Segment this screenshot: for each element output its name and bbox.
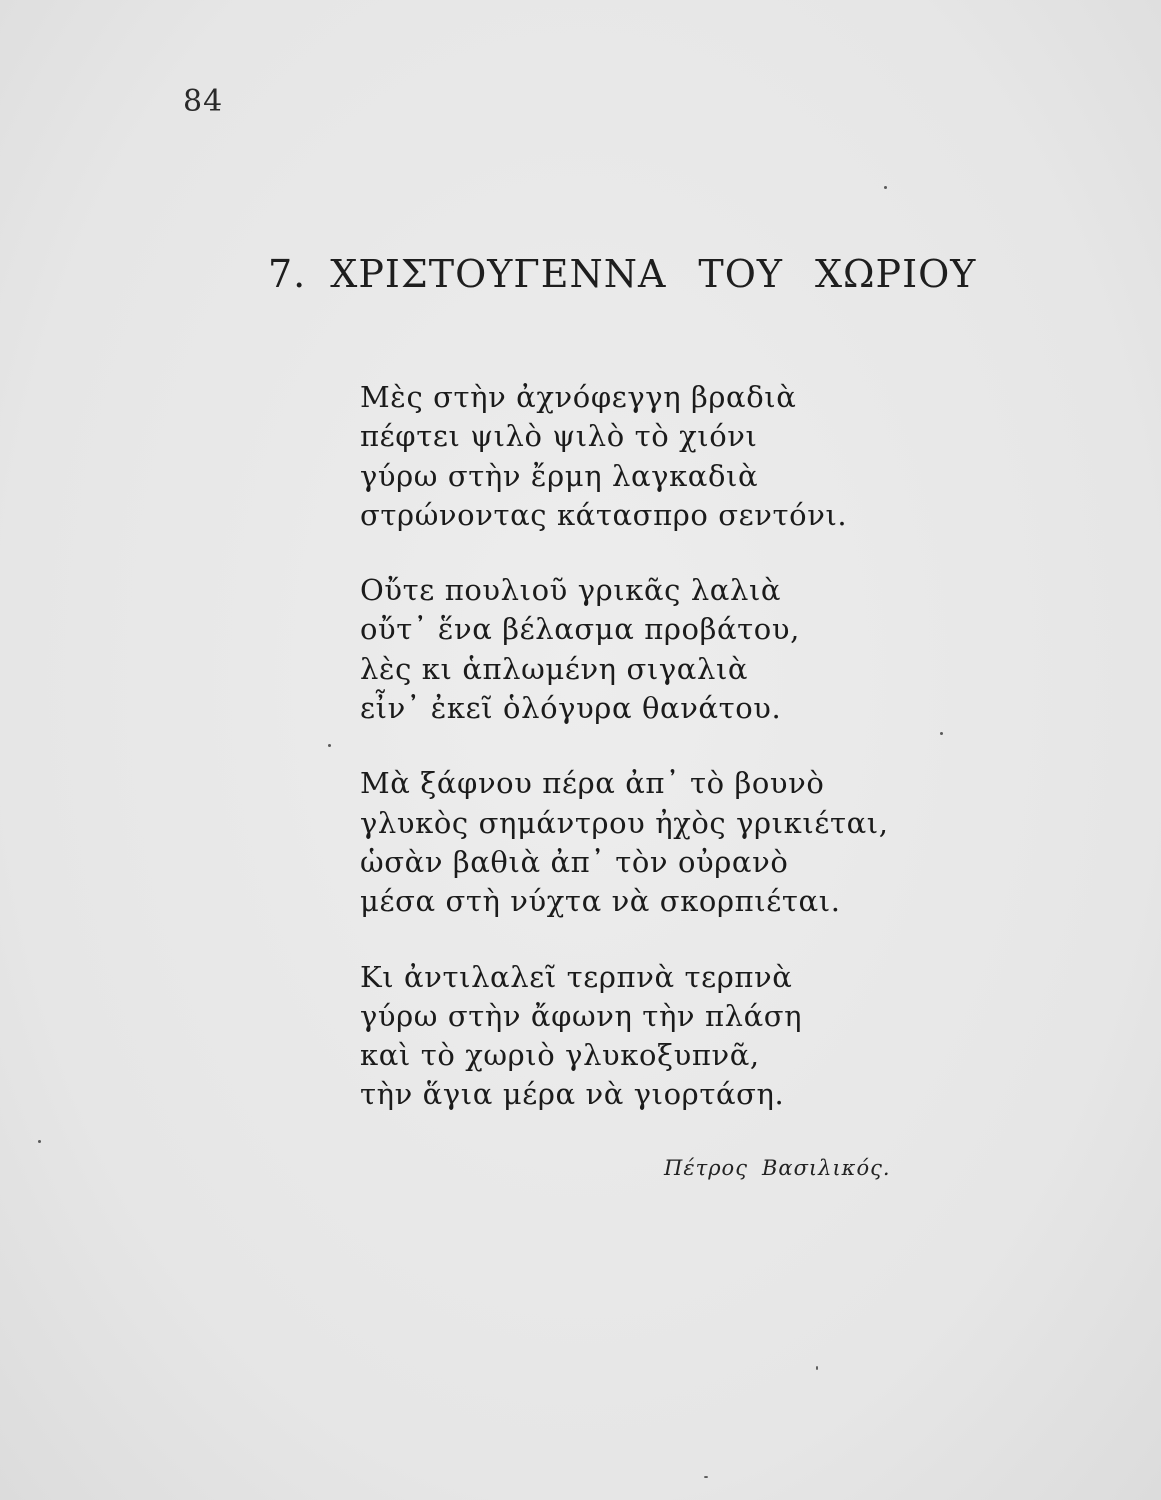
verse-line: καὶ τὸ χωριὸ γλυκοξυπνᾶ,: [360, 1038, 760, 1073]
verse-line: Μὲς στὴν ἀχνόφεγγη βραδιὰ: [360, 380, 797, 414]
print-speck: [704, 1476, 708, 1478]
verse-line: ὡσὰν βαθιὰ ἀπ᾿ τὸν οὐρανὸ: [360, 844, 789, 879]
page-number: 84: [183, 84, 224, 119]
print-speck: [328, 744, 331, 747]
stanza: [360, 958, 920, 1115]
verse-line: Μὰ ξάφνου πέρα ἀπ᾿ τὸ βουνὸ: [360, 766, 825, 801]
author-signature: [664, 1156, 891, 1180]
print-speck: [38, 1140, 41, 1143]
print-speck: [940, 732, 943, 735]
print-speck: [816, 1366, 818, 1370]
print-speck: [884, 186, 887, 189]
verse-line: εἶν᾿ ἐκεῖ ὁλόγυρα θανάτου.: [360, 691, 782, 726]
author-surname: Βασιλικός.: [761, 1156, 891, 1180]
verse-line: μέσα στὴ νύχτα νὰ σκορπιέται.: [360, 884, 841, 919]
verse-line: Οὔτε πουλιοῦ γρικᾶς λαλιὰ: [360, 573, 782, 608]
verse-line: γύρω στὴν ἔρμη λαγκαδιὰ: [360, 458, 759, 493]
poem-title: [268, 252, 976, 296]
stanza: [360, 378, 920, 535]
verse-line: Κι ἀντιλαλεῖ τερπνὰ τερπνὰ: [360, 959, 793, 994]
verse-line: πέφτει ψιλὸ ψιλὸ τὸ χιόνι: [360, 419, 758, 454]
poem-title-word: ΧΡΙΣΤΟΥΓΕΝΝΑ: [330, 252, 667, 296]
stanza: [360, 571, 920, 728]
author-first-name: Πέτρος: [664, 1156, 748, 1180]
stanza: [360, 764, 920, 921]
verse-line: οὔτ᾿ ἕνα βέλασμα προβάτου,: [360, 612, 800, 647]
poem-title-word: ΤΟΥ: [698, 252, 783, 296]
poem-title-word: ΧΩΡΙΟΥ: [815, 252, 977, 296]
verse-line: τὴν ἅγια μέρα νὰ γιορτάση.: [360, 1077, 785, 1112]
verse-line: στρώνοντας κάτασπρο σεντόνι.: [360, 497, 848, 532]
verse-line: γλυκὸς σημάντρου ἠχὸς γρικιέται,: [360, 805, 889, 840]
verse-line: λὲς κι ἁπλωμένη σιγαλιὰ: [360, 651, 749, 686]
verse-line: γύρω στὴν ἄφωνη τὴν πλάση: [360, 998, 803, 1033]
poem-title-number: 7.: [268, 252, 307, 296]
poem-body: [360, 378, 920, 1151]
